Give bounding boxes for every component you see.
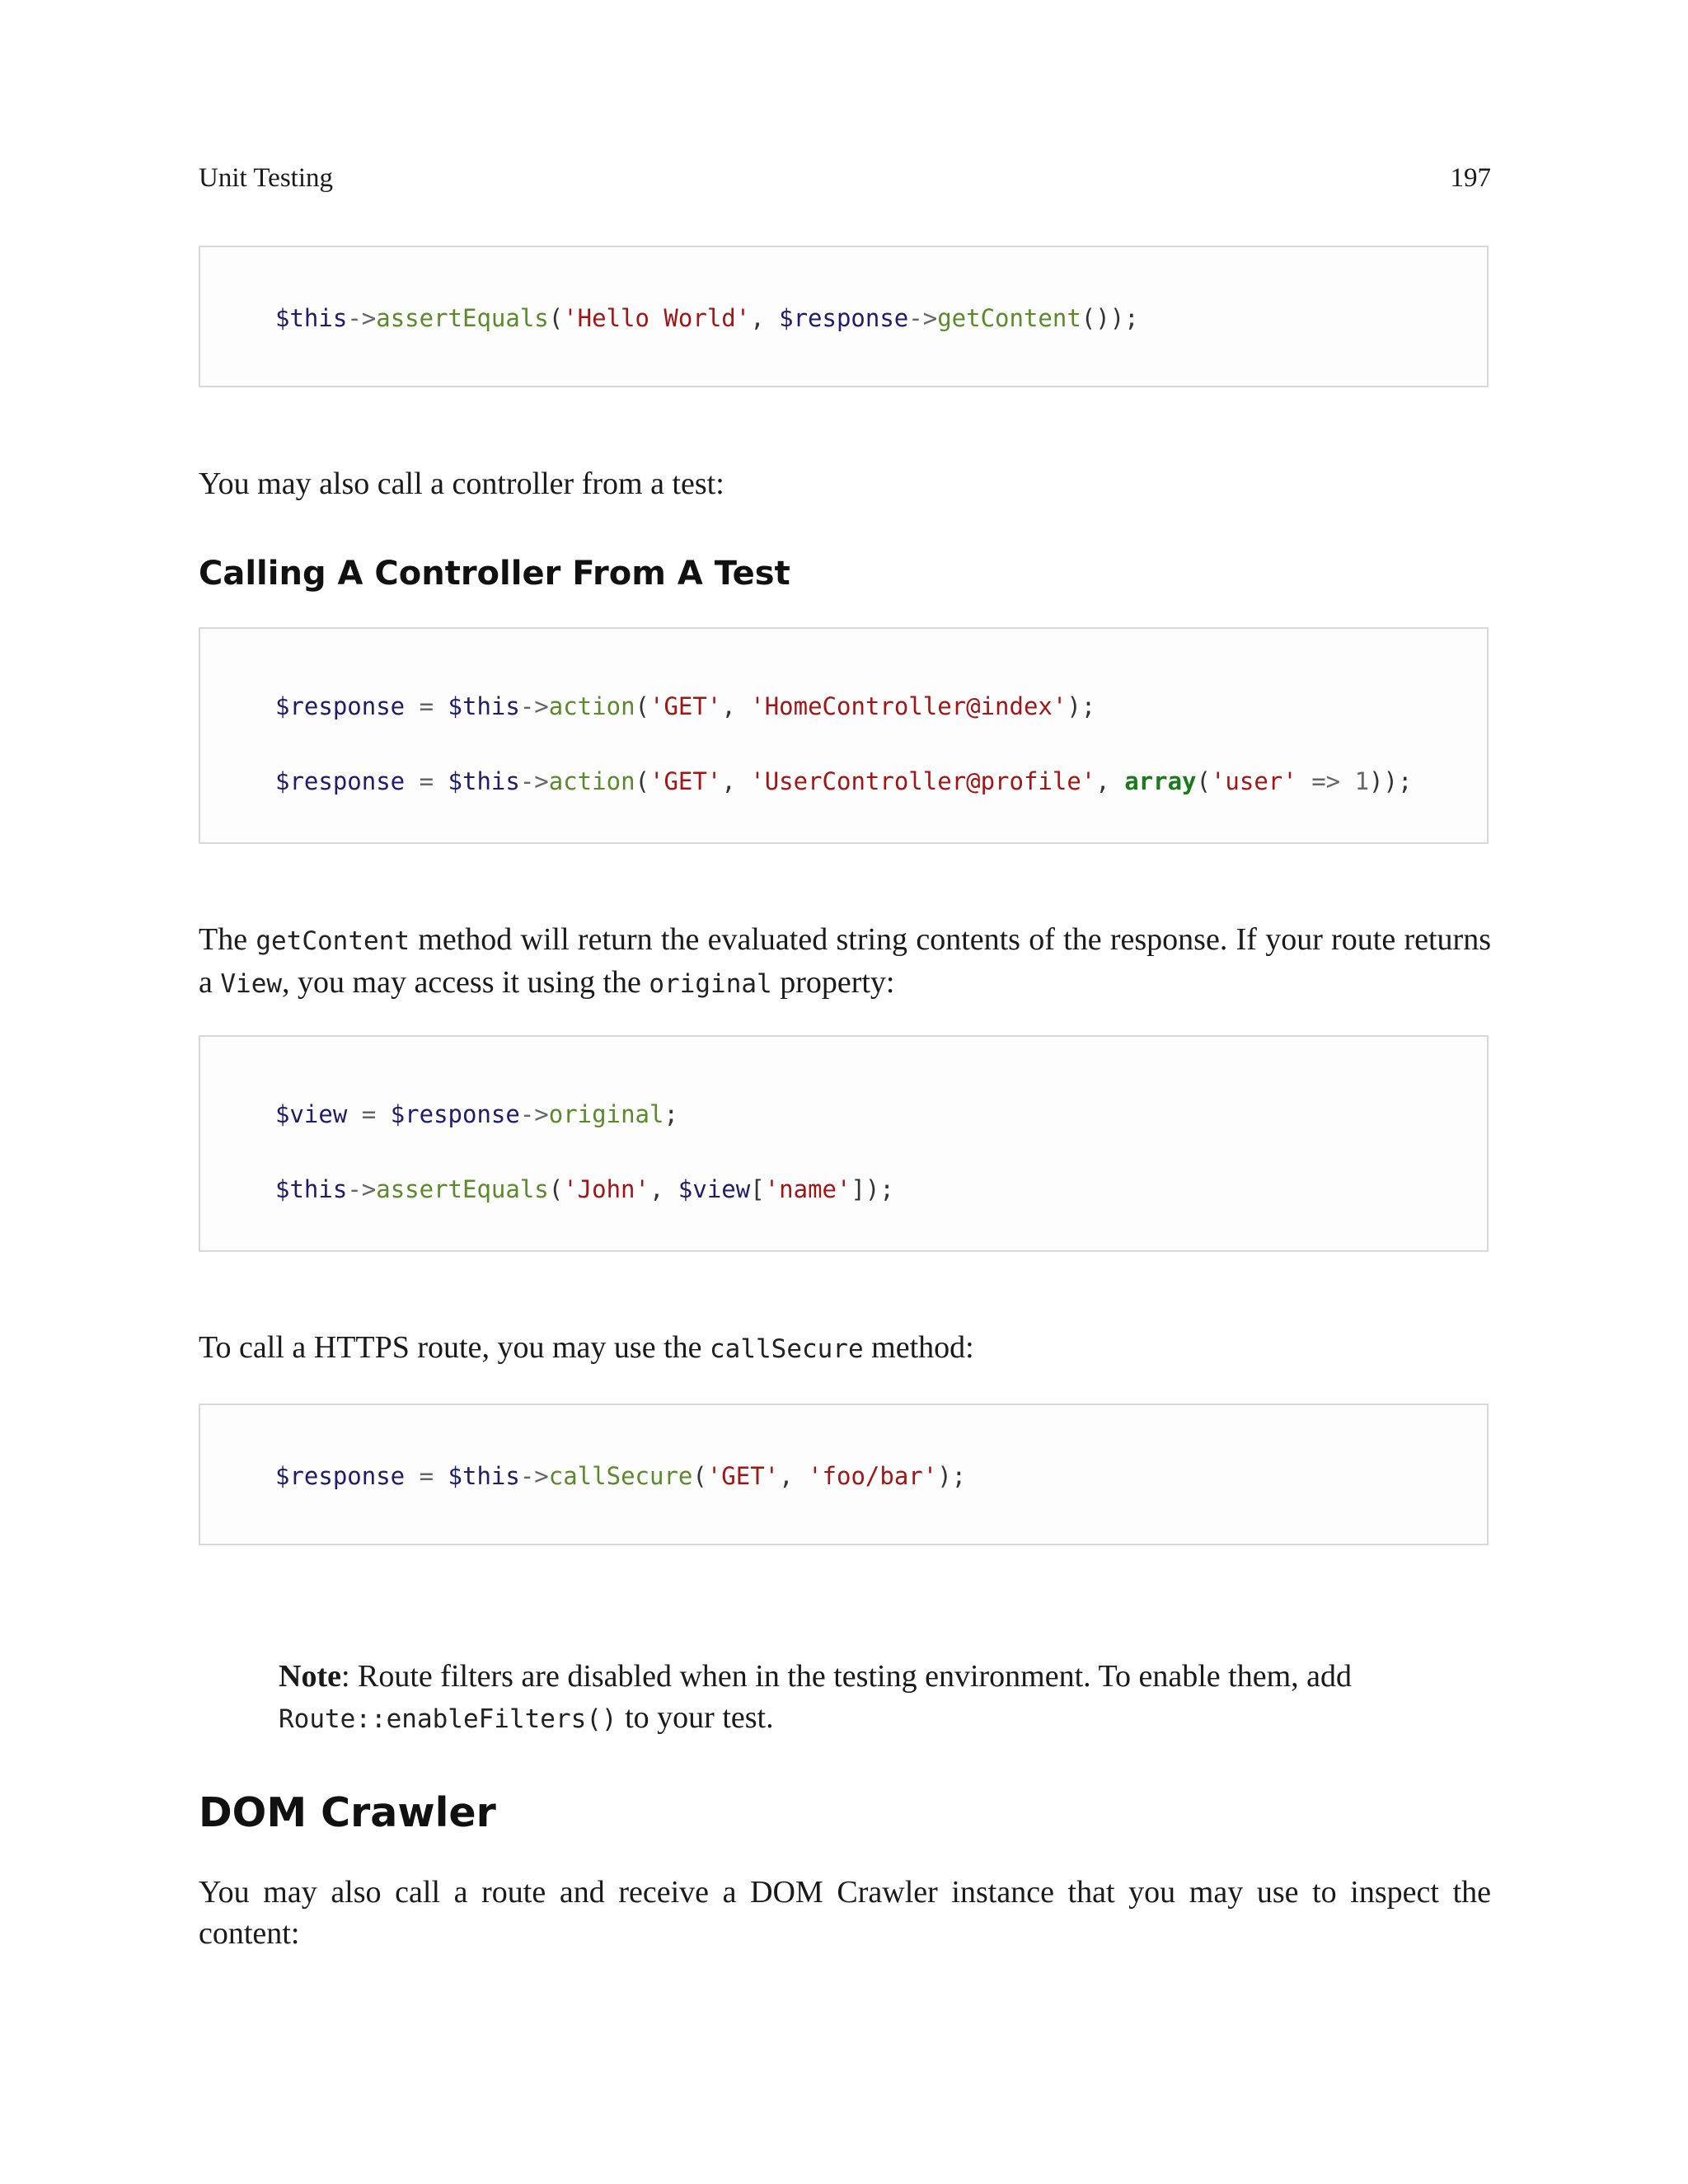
code-token: 'HomeController@index' [750, 692, 1067, 720]
code-token: getContent [937, 304, 1081, 332]
code-token: ); [937, 1462, 967, 1490]
text-run: , you may access it using the [282, 965, 649, 1000]
chapter-title: Unit Testing [199, 163, 334, 193]
code-token: => [1296, 767, 1355, 795]
code-token: = [405, 692, 448, 720]
code-token: assertEquals [376, 304, 549, 332]
code-line [275, 1173, 894, 1206]
code-token: , [750, 304, 780, 332]
code-token: $response [779, 304, 909, 332]
code-token: ); [1067, 692, 1096, 720]
code-token: 'GET' [649, 767, 722, 795]
code-line [275, 765, 1412, 798]
code-token: 'foo/bar' [808, 1462, 938, 1490]
code-token: -> [519, 692, 549, 720]
code-token: $this [448, 692, 520, 720]
code-token: ()); [1081, 304, 1139, 332]
code-token: -> [347, 1175, 377, 1203]
paragraph-call-controller-intro: You may also call a controller from a test: [199, 466, 724, 501]
code-token: ( [635, 767, 649, 795]
code-token: -> [347, 304, 377, 332]
code-token: $this [275, 304, 348, 332]
text-run: : Route filters are disabled when in the testing environment. To enable them, add [340, 1659, 1353, 1694]
code-token: $this [275, 1175, 348, 1203]
code-token: , [721, 692, 751, 720]
code-token: ( [1196, 767, 1211, 795]
paragraph-call-secure [199, 1327, 1491, 1370]
code-line [275, 1460, 966, 1493]
code-token: , [649, 1175, 678, 1203]
code-token: callSecure [548, 1462, 693, 1490]
heading-calling-controller: Calling A Controller From A Test [199, 555, 790, 593]
code-line [275, 302, 1139, 335]
code-block-call-secure [199, 1404, 1489, 1545]
note-route-filters [279, 1656, 1449, 1740]
code-block-controller-action [199, 627, 1489, 844]
text-run: to your test. [617, 1700, 774, 1735]
code-token: ( [635, 692, 649, 720]
code-token: -> [519, 767, 549, 795]
code-token: assertEquals [376, 1175, 549, 1203]
code-token: [ [750, 1175, 765, 1203]
code-token: 1 [1354, 767, 1370, 795]
text-run: To call a HTTPS route, you may use the [199, 1330, 710, 1365]
note-label: Note [279, 1659, 341, 1694]
code-token: ; [663, 1100, 678, 1128]
running-head [199, 162, 1491, 194]
text-run: method will return the evaluated string contents of the response. If your route returns a [199, 922, 1491, 1000]
paragraph-dom-crawler-intro: You may also call a route and receive a DOM Crawler instance that you may use to inspect the content: [199, 1875, 1491, 1951]
code-token: array [1124, 767, 1197, 795]
code-token: $response [275, 767, 406, 795]
inline-code-original: original [649, 969, 772, 999]
code-token: 'user' [1210, 767, 1297, 795]
text-run: The [199, 922, 256, 957]
code-token: original [548, 1100, 664, 1128]
code-token: $view [678, 1175, 751, 1203]
code-token: = [405, 767, 448, 795]
paragraph-get-content [199, 919, 1491, 1005]
code-token: -> [908, 304, 938, 332]
inline-code-view: View [220, 969, 283, 999]
code-token: 'UserController@profile' [750, 767, 1096, 795]
code-token: action [548, 692, 635, 720]
code-token: )); [1369, 767, 1413, 795]
code-token: $view [275, 1100, 348, 1128]
code-token: = [405, 1462, 448, 1490]
text-run: method: [863, 1330, 974, 1365]
code-token: 'Hello World' [563, 304, 751, 332]
code-token: 'John' [563, 1175, 649, 1203]
code-token: = [347, 1100, 391, 1128]
code-token: ( [692, 1462, 707, 1490]
code-line [275, 1098, 678, 1131]
code-token: , [779, 1462, 809, 1490]
inline-code-getcontent: getContent [256, 926, 410, 956]
code-token: 'name' [764, 1175, 851, 1203]
code-token: action [548, 767, 635, 795]
code-token: $this [448, 767, 520, 795]
code-token: 'GET' [706, 1462, 780, 1490]
text-run: property: [771, 965, 895, 1000]
code-token: $this [448, 1462, 520, 1490]
code-token: $response [275, 1462, 406, 1490]
page-number: 197 [1450, 163, 1491, 193]
code-line [275, 690, 1095, 723]
code-token: ( [548, 1175, 564, 1203]
code-token: ( [548, 304, 564, 332]
code-token: , [1095, 767, 1125, 795]
code-block-assert-content [199, 246, 1489, 387]
inline-code-callsecure: callSecure [710, 1334, 864, 1364]
code-token: $response [275, 692, 406, 720]
code-token: 'GET' [649, 692, 722, 720]
code-token: , [721, 767, 751, 795]
code-block-view-original [199, 1035, 1489, 1252]
code-token: -> [519, 1100, 549, 1128]
inline-code-enable-filters: Route::enableFilters() [279, 1704, 617, 1734]
heading-dom-crawler: DOM Crawler [199, 1789, 496, 1836]
code-token: -> [519, 1462, 549, 1490]
code-token: $response [390, 1100, 520, 1128]
code-token: ]); [851, 1175, 894, 1203]
